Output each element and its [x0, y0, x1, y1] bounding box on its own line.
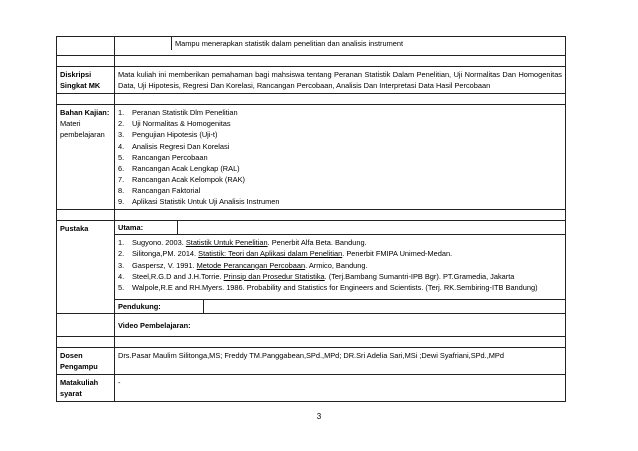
- header-empty-cell: [57, 37, 115, 56]
- diskripsi-row: [57, 67, 566, 94]
- list-item: 6. Rancangan Acak Lengkap (RAL): [118, 163, 240, 173]
- matakuliah-syarat-text: -: [115, 375, 566, 402]
- video-row: [57, 313, 566, 336]
- course-table-wrapper: [56, 36, 566, 402]
- list-item: 8. Rancangan Faktorial: [118, 185, 201, 195]
- reference-item: 3. Gaspersz, V. 1991. Metode Perancangan Percobaan. Armico, Bandung.: [118, 260, 368, 270]
- dosen-label-line2: Pengampu: [60, 362, 98, 372]
- header-row: [57, 37, 566, 56]
- pustaka-pendukung-row: [57, 299, 566, 313]
- dosen-label-line1: Dosen: [60, 350, 83, 360]
- reference-item: 2. Silitonga,PM. 2014. Statistik: Teori dan Aplikasi dalam Penelitian. Penerbit FMIPA Unimed-Medan.: [118, 249, 453, 259]
- pustaka-pendukung-header: [115, 299, 566, 313]
- diskripsi-text: Mata kuliah ini memberikan pemahaman bagi mahsiswa tentang Peranan Statistik Dalam Penelitian, Uji Normalitas Dan Homogenitas Data, Uji Hipotesis, Regresi Dan Korelasi, Rancangan Percobaan, Analisis Dan Interpretasi Data Hasil Percobaan: [115, 67, 566, 94]
- matakuliah-syarat-label-line2: syarat: [60, 389, 82, 399]
- pustaka-utama-header: [115, 221, 566, 235]
- bahan-kajian-label-line2: Materi: [60, 119, 81, 129]
- header-cell: [115, 37, 566, 56]
- header-text: Mampu menerapkan statistik dalam penelitian dan analisis instrument: [175, 39, 403, 48]
- matakuliah-syarat-label-line1: Matakuliah: [60, 378, 99, 388]
- list-item: 1. Peranan Statistik Dlm Penelitian: [118, 108, 238, 118]
- pendukung-label: Pendukung:: [115, 300, 204, 313]
- reference-item: 5. Walpole,R.E and RH.Myers. 1986. Probability and Statistics for Engineers and Scientists. (Terj. RK.Sembiring-ITB Bandung): [118, 282, 538, 292]
- utama-label: Utama:: [115, 221, 178, 234]
- page-number: 3: [316, 412, 322, 421]
- course-table: [56, 36, 566, 402]
- pustaka-list-row: [57, 235, 566, 300]
- list-item: 9. Aplikasi Statistik Untuk Uji Analisis Instrumen: [118, 197, 280, 207]
- diskripsi-label-line2: Singkat MK: [60, 81, 101, 91]
- list-item: 4. Analisis Regresi Dan Korelasi: [118, 141, 230, 151]
- spacer-row: [57, 56, 566, 67]
- reference-item: 1. Sugyono. 2003. Statistik Untuk Penelitian. Penerbit Alfa Beta. Bandung.: [118, 238, 367, 248]
- spacer-row: [57, 210, 566, 221]
- bahan-kajian-list-cell: [115, 105, 566, 210]
- list-item: 2. Uji Normalitas & Homogenitas: [118, 119, 231, 129]
- dosen-label: [57, 347, 115, 374]
- spacer-row: [57, 336, 566, 347]
- list-item: 3. Pengujian Hipotesis (Uji-t): [118, 130, 218, 140]
- list-item: 5. Rancangan Percobaan: [118, 152, 208, 162]
- bahan-kajian-list: [118, 107, 562, 207]
- bahan-kajian-label-line3: pembelajaran: [60, 130, 105, 140]
- diskripsi-label: [57, 67, 115, 94]
- video-empty-cell: [57, 313, 115, 336]
- bahan-kajian-label-line1: Bahan Kajian:: [60, 108, 110, 118]
- diskripsi-label-line1: Diskripsi: [60, 70, 92, 79]
- spacer-row: [57, 94, 566, 105]
- reference-item: 4. Steel,R.G.D and J.H.Torrie. Prinsip dan Prosedur Statistika. (Terj.Bambang Sumantri-IPB Bgr). PT.Gramedia, Jakarta: [118, 271, 515, 281]
- dosen-row: [57, 347, 566, 374]
- list-item: 7. Rancangan Acak Kelompok (RAK): [118, 174, 245, 184]
- matakuliah-syarat-row: [57, 375, 566, 402]
- matakuliah-syarat-label: [57, 375, 115, 402]
- video-cell: [115, 313, 566, 336]
- pustaka-label: Pustaka: [57, 221, 115, 314]
- pustaka-row: [57, 221, 566, 235]
- pustaka-list-cell: [115, 235, 566, 300]
- dosen-text: Drs.Pasar Maulim Silitonga,MS; Freddy TM.Panggabean,SPd.,MPd; DR.Sri Adelia Sari,MSi ;Dewi Syafriani,SPd.,MPd: [115, 347, 566, 374]
- bahan-kajian-row: [57, 105, 566, 210]
- bahan-kajian-label: [57, 105, 115, 210]
- pustaka-list: [118, 237, 562, 293]
- video-label: Video Pembelajaran:: [118, 320, 191, 330]
